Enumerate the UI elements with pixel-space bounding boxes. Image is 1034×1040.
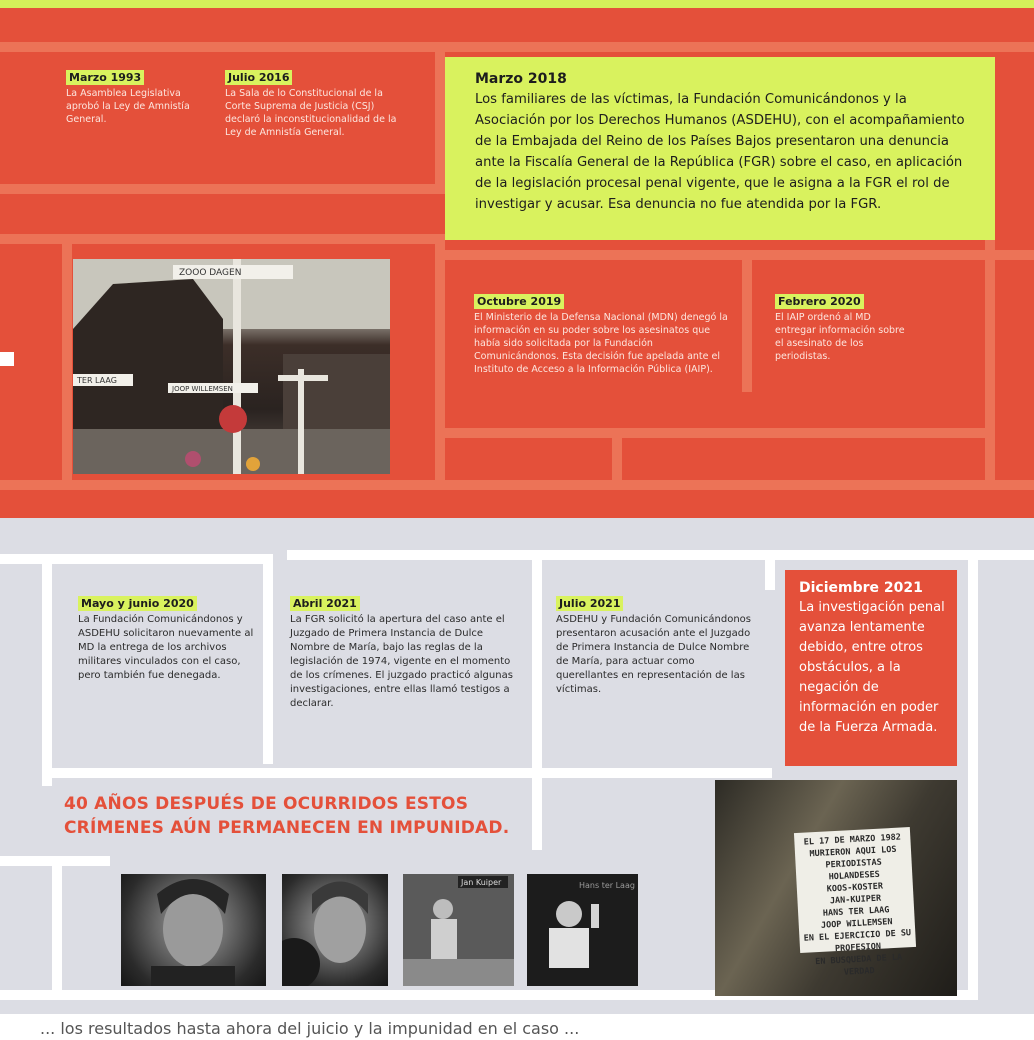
portrait-3-illustration — [403, 874, 514, 986]
event-date: Mayo y junio 2020 — [78, 596, 197, 611]
timeline-pipe — [968, 560, 978, 1000]
highlight-date: Diciembre 2021 — [799, 580, 923, 596]
event-text: La Asamblea Legislativa aprobó la Ley de Amnistía General. — [66, 88, 190, 125]
timeline-pipe — [52, 768, 772, 778]
timeline-pipe — [742, 260, 752, 392]
portrait-1-illustration — [121, 874, 266, 986]
timeline-pipe — [0, 856, 110, 866]
timeline-bottom-section — [0, 518, 1034, 1014]
timeline-pipe — [0, 42, 1034, 52]
highlight-marzo-2018 — [445, 57, 995, 240]
timeline-top-section — [0, 8, 1034, 518]
timeline-pipe — [995, 250, 1034, 260]
march-sign-2: TER LAAG — [77, 376, 117, 385]
impunity-line-2: CRÍMENES AÚN PERMANECEN EN IMPUNIDAD. — [64, 818, 510, 838]
timeline-pipe — [52, 866, 62, 1000]
event-text: El IAIP ordenó al MD entregar información sobre el asesinato de los periodistas. — [775, 312, 905, 362]
timeline-pipe — [42, 564, 52, 786]
march-sign-3: JOOP WILLEMSEN — [172, 385, 233, 393]
event-mayo-junio-2020 — [78, 592, 258, 683]
event-julio-2021 — [556, 592, 752, 697]
event-date: Marzo 1993 — [66, 70, 144, 85]
event-abril-2021 — [290, 592, 522, 711]
plaque-line: EN EL EJERCICIO DE SU PROFESION — [803, 928, 912, 955]
plaque-line: HANS TER LAAG — [822, 905, 890, 919]
plaque-line: KOOS-KOSTER — [826, 881, 884, 895]
timeline-pipe — [0, 184, 445, 194]
event-text: ASDEHU y Fundación Comunicándonos presentaron acusación ante el Juzgado de Primera Instancia de Dulce Nombre de María, para actuar como querellantes en representación de las víctimas. — [556, 614, 751, 695]
march-sign-1: ZOOO DAGEN — [179, 268, 242, 278]
footer-text: ... los resultados hasta ahora del juicio y la impunidad en el caso ... — [40, 1019, 580, 1038]
plaque-line: PERIODISTAS HOLANDESES — [825, 857, 883, 883]
portrait-caption-3: Jan Kuiper — [461, 878, 502, 887]
highlight-text: Los familiares de las víctimas, la Fundación Comunicándonos y la Asociación por los Derechos Humanos (ASDEHU), con el acompañamiento de la Embajada del Reino de los Países Bajos presentaron una denuncia ante la Fiscalía General de la República (FGR) sobre el caso, en aplicación de la legislación procesal penal vigente, que le asigna a la FGR el rol de investigar y acusar. Esa denuncia no fue atendida por la FGR. — [475, 92, 965, 212]
highlight-date: Marzo 2018 — [475, 71, 567, 87]
timeline-pipe — [287, 550, 1034, 560]
timeline-pipe — [0, 554, 263, 564]
plaque-line: MURIERON AQUI LOS — [809, 844, 897, 860]
portrait-photo-4 — [527, 874, 638, 986]
plaque-line: JAN-KUIPER — [829, 893, 882, 907]
plaque-line: JOOP WILLEMSEN — [820, 917, 893, 931]
impunity-heading — [64, 792, 534, 840]
timeline-pipe — [0, 480, 1034, 490]
timeline-pipe — [435, 244, 445, 480]
timeline-pipe — [263, 554, 273, 764]
event-date: Abril 2021 — [290, 596, 360, 611]
event-date: Octubre 2019 — [474, 294, 564, 309]
march-protest-photo — [73, 259, 390, 474]
event-date: Julio 2021 — [556, 596, 623, 611]
event-octubre-2019 — [474, 290, 736, 376]
portrait-2-illustration — [282, 874, 388, 986]
timeline-pipe — [985, 220, 995, 480]
portrait-photo-2 — [282, 874, 388, 986]
event-febrero-2020 — [775, 290, 907, 363]
timeline-pipe — [435, 52, 445, 194]
plaque-line: EN BUSQUEDA DE LA VERDAD — [814, 952, 903, 978]
event-text: La Fundación Comunicándonos y ASDEHU solicitaron nuevamente al MD la entrega de los archivos militares vinculados con el caso, pero también fue denegada. — [78, 614, 254, 681]
timeline-pipe — [445, 428, 990, 438]
timeline-pipe — [0, 234, 445, 244]
memorial-plaque — [794, 827, 916, 978]
timeline-pipe — [445, 250, 1005, 260]
timeline-pipe — [612, 428, 622, 480]
event-date: Julio 2016 — [225, 70, 292, 85]
impunity-line-1: 40 AÑOS DESPUÉS DE OCURRIDOS ESTOS — [64, 794, 469, 814]
march-photo-illustration — [73, 259, 390, 474]
event-date: Febrero 2020 — [775, 294, 864, 309]
portrait-photo-3 — [403, 874, 514, 986]
highlight-text: La investigación penal avanza lentamente debido, entre otros obstáculos, a la negación de información en poder de la Fuerza Armada. — [799, 600, 945, 735]
event-marzo-1993 — [66, 66, 216, 126]
event-text: La Sala de lo Constitucional de la Corte Suprema de Justicia (CSJ) declaró la inconstitucionalidad de la Ley de Amnistía General. — [225, 88, 397, 138]
timeline-pipe — [765, 560, 775, 590]
plaque-line: EL 17 DE MARZO 1982 — [803, 832, 902, 848]
timeline-pipe — [62, 244, 72, 480]
highlight-diciembre-2021 — [785, 570, 957, 766]
timeline-marker — [0, 352, 14, 366]
top-accent-strip — [0, 0, 1034, 8]
memorial-plaque-photo — [715, 780, 957, 996]
event-text: El Ministerio de la Defensa Nacional (MDN) denegó la información en su poder sobre los asesinatos que había sido solicitada por la Fundación Comunicándonos. Esta decisión fue apelada ante el Instituto de Acceso a la Información Pública (IAIP). — [474, 312, 728, 375]
portrait-photo-1 — [121, 874, 266, 986]
event-text: La FGR solicitó la apertura del caso ante el Juzgado de Primera Instancia de Dulce Nombre de María, bajo las reglas de la legislación de 1974, vigente en el momento de los crímenes. El juzgado practicó algunas investigaciones, entre ellas llamó testigos a declarar. — [290, 614, 513, 709]
portrait-caption-4: Hans ter Laag — [579, 881, 635, 890]
portrait-4-illustration — [527, 874, 638, 986]
event-julio-2016 — [225, 66, 405, 139]
